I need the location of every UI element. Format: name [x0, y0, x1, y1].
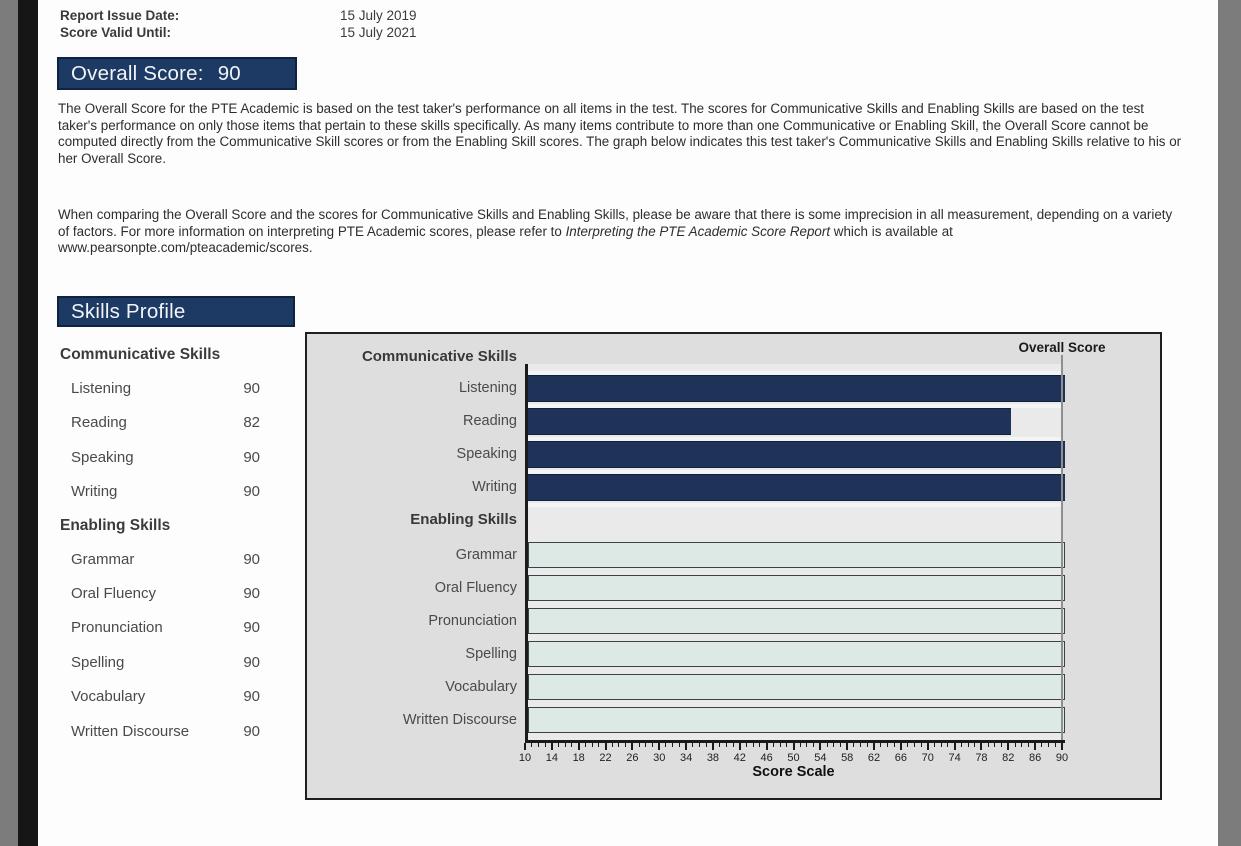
x-axis-minor-tick: [780, 743, 781, 747]
x-axis-minor-tick: [531, 743, 532, 747]
chart-category-label: Reading: [462, 413, 517, 429]
x-axis-tick-label: 66: [894, 752, 908, 764]
skill-row: [60, 407, 272, 441]
page-edge-right-gray: [1218, 0, 1241, 846]
x-axis-minor-tick: [1021, 743, 1022, 747]
x-axis-tick-label: 10: [518, 752, 532, 764]
x-axis-minor-tick: [1055, 743, 1056, 747]
x-axis-minor-tick: [860, 743, 861, 747]
x-axis-minor-tick: [840, 743, 841, 747]
x-axis-minor-tick: [974, 743, 975, 747]
x-axis-major-tick: [578, 743, 580, 750]
x-axis-minor-tick: [827, 743, 828, 747]
x-axis-minor-tick: [565, 743, 566, 747]
x-axis-major-tick: [819, 743, 821, 750]
skill-score: 82: [243, 414, 260, 432]
x-axis-minor-tick: [665, 743, 666, 747]
chart-category-label: Grammar: [455, 547, 517, 563]
skill-row: [60, 647, 272, 681]
x-axis-major-tick: [658, 743, 660, 750]
skill-score: 90: [243, 653, 260, 671]
x-axis-minor-tick: [853, 743, 854, 747]
x-axis-minor-tick: [867, 743, 868, 747]
chart-category-label: Vocabulary: [445, 679, 517, 695]
bar-pronunciation: [528, 608, 1065, 634]
x-axis-tick-label: 22: [599, 752, 612, 764]
skill-row: [60, 476, 272, 510]
skill-name: Spelling: [71, 653, 125, 671]
note-lead: When comparing the Overall Score and the scores for Communicative Skills and Enabling Skills, please be aware that there is some imprecision in all measurement, depending on a variety of factors. For more information on interpreting PTE Academic scores, please refer to: [58, 207, 1173, 239]
x-axis-minor-tick: [914, 743, 915, 747]
x-axis-tick-label: 46: [760, 752, 773, 764]
x-axis-title: Score Scale: [752, 764, 835, 780]
x-axis-major-tick: [1007, 743, 1009, 750]
x-axis-minor-tick: [907, 743, 908, 747]
skill-score: 90: [243, 688, 260, 706]
skill-name: Grammar: [71, 550, 135, 568]
skill-row: [60, 681, 272, 715]
x-axis-minor-tick: [1001, 743, 1002, 747]
x-axis-minor-tick: [679, 743, 680, 747]
skills-group-header: Enabling Skills: [60, 516, 171, 534]
skills-profile-banner: [57, 296, 295, 327]
x-axis-major-tick: [712, 743, 714, 750]
x-axis-minor-tick: [806, 743, 807, 747]
skill-score: 90: [243, 722, 260, 740]
x-axis-tick-label: 54: [814, 752, 827, 764]
x-axis-tick-label: 38: [706, 752, 720, 764]
skill-row: [60, 544, 272, 578]
x-axis-major-tick: [685, 743, 687, 750]
chart-category-label: Oral Fluency: [434, 580, 517, 596]
x-axis-minor-tick: [994, 743, 995, 747]
x-axis-minor-tick: [726, 743, 727, 747]
x-axis-tick-label: 58: [841, 752, 854, 764]
chart-plot-area: [525, 364, 1062, 740]
x-axis-minor-tick: [571, 743, 572, 747]
chart-group-header-enabling: Enabling Skills: [410, 511, 517, 528]
x-axis-minor-tick: [692, 743, 693, 747]
x-axis-minor-tick: [1041, 743, 1042, 747]
x-axis-major-tick: [739, 743, 741, 750]
chart-group-header-communicative: Communicative Skills: [361, 348, 517, 365]
x-axis-major-tick: [954, 743, 956, 750]
x-axis-minor-tick: [585, 743, 586, 747]
x-axis-minor-tick: [968, 743, 969, 747]
x-axis-tick-label: 30: [653, 752, 666, 764]
bar-oral-fluency: [528, 575, 1065, 601]
x-axis-minor-tick: [941, 743, 942, 747]
x-axis-tick-label: 90: [1055, 752, 1069, 764]
x-axis-major-tick: [631, 743, 633, 750]
skill-name: Pronunciation: [71, 619, 163, 637]
page-edge-left-gray: [0, 0, 18, 846]
x-axis-minor-tick: [961, 743, 962, 747]
x-axis-minor-tick: [833, 743, 834, 747]
x-axis-minor-tick: [645, 743, 646, 747]
note-doc-title: Interpreting the PTE Academic Score Report: [565, 223, 831, 239]
x-axis-major-tick: [551, 743, 553, 750]
issue-date-value: 15 July 2019: [340, 8, 417, 23]
note-tail: which is available at www.pearsonpte.com/pteacademic/scores.: [58, 223, 953, 256]
x-axis-major-tick: [766, 743, 768, 750]
skill-score: 90: [243, 619, 260, 637]
x-axis-minor-tick: [625, 743, 626, 747]
x-axis-minor-tick: [880, 743, 881, 747]
x-axis-major-tick: [900, 743, 902, 750]
chart-category-label: Writing: [472, 479, 517, 495]
x-axis-minor-tick: [813, 743, 814, 747]
skill-name: Oral Fluency: [71, 584, 157, 602]
chart-category-label: Spelling: [465, 646, 517, 662]
x-axis-minor-tick: [753, 743, 754, 747]
x-axis-minor-tick: [1015, 743, 1016, 747]
x-axis-major-tick: [980, 743, 982, 750]
chart-category-label: Pronunciation: [428, 613, 517, 629]
x-axis-minor-tick: [800, 743, 801, 747]
chart-category-label: Listening: [458, 380, 517, 396]
x-axis-minor-tick: [558, 743, 559, 747]
x-axis-minor-tick: [887, 743, 888, 747]
valid-date-label: Score Valid Until:: [60, 25, 172, 40]
x-axis-minor-tick: [786, 743, 787, 747]
x-axis-minor-tick: [773, 743, 774, 747]
overall-score-value: 90: [217, 61, 241, 85]
x-axis-minor-tick: [1048, 743, 1049, 747]
x-axis-major-tick: [927, 743, 929, 750]
x-axis-minor-tick: [652, 743, 653, 747]
skill-score: 90: [243, 483, 260, 501]
x-axis-major-tick: [605, 743, 607, 750]
bar-listening: [528, 375, 1065, 402]
x-axis-minor-tick: [746, 743, 747, 747]
x-axis-tick-label: 42: [733, 752, 746, 764]
skill-row: [60, 578, 272, 612]
bar-spelling: [528, 641, 1065, 667]
x-axis-minor-tick: [947, 743, 948, 747]
skill-score: 90: [243, 550, 260, 568]
bar-grammar: [528, 542, 1065, 568]
x-axis-tick-label: 82: [1002, 752, 1015, 764]
issue-date-row: [60, 7, 417, 24]
x-axis-minor-tick: [706, 743, 707, 747]
bar-vocabulary: [528, 674, 1065, 700]
skill-score: 90: [243, 380, 260, 397]
bar-reading: [528, 408, 1011, 435]
x-axis-tick-label: 26: [626, 752, 639, 764]
x-axis-tick-label: 86: [1029, 752, 1042, 764]
x-axis-minor-tick: [988, 743, 989, 747]
bar-written-discourse: [528, 707, 1065, 733]
x-axis-minor-tick: [719, 743, 720, 747]
x-axis-minor-tick: [921, 743, 922, 747]
skill-score: 90: [243, 584, 260, 602]
skill-name: Speaking: [71, 448, 134, 466]
x-axis-minor-tick: [538, 743, 539, 747]
valid-date-row: [60, 24, 417, 41]
chart-category-label: Speaking: [456, 446, 517, 462]
skill-name: Vocabulary: [71, 688, 146, 706]
row-separator: [528, 503, 1062, 507]
issue-date-label: Report Issue Date:: [60, 8, 180, 23]
skill-name: Written Discourse: [71, 722, 190, 740]
x-axis-tick-label: 50: [787, 752, 800, 764]
x-axis-minor-tick: [759, 743, 760, 747]
x-axis-major-tick: [873, 743, 875, 750]
skill-name: Reading: [71, 414, 127, 432]
x-axis-tick-label: 62: [867, 752, 881, 764]
x-axis-tick-label: 70: [921, 752, 934, 764]
report-dates: [60, 7, 417, 41]
x-axis-tick-label: 78: [975, 752, 988, 764]
skills-group-header: Communicative Skills: [60, 346, 221, 363]
x-axis-minor-tick: [672, 743, 673, 747]
x-axis-tick-label: 18: [572, 752, 585, 764]
x-axis-tick-label: 34: [679, 752, 693, 764]
page-edge-left-black: [18, 0, 38, 846]
skills-profile-list: [60, 340, 272, 750]
x-axis-minor-tick: [545, 743, 546, 747]
x-axis-major-tick: [1061, 743, 1063, 750]
x-axis-minor-tick: [934, 743, 935, 747]
x-axis-minor-tick: [699, 743, 700, 747]
overall-score-reference-line: [1061, 355, 1063, 740]
overall-score-reference-label: Overall Score: [1018, 340, 1106, 355]
skill-row: [60, 442, 272, 476]
x-axis-minor-tick: [618, 743, 619, 747]
x-axis-major-tick: [524, 743, 526, 750]
score-comparison-note: [58, 207, 1183, 257]
skills-profile-label: Skills Profile: [71, 299, 186, 323]
bar-writing: [528, 474, 1065, 501]
overall-score-description: The Overall Score for the PTE Academic is based on the test taker's performance on all items in the test. The scores for Communicative Skills and Enabling Skills are based on the test taker's performance on only those items that pertain to these skills specifically. As many items contribute to more than one Communicative or Enabling Skill, the Overall Score cannot be computed directly from the Communicative Skill scores or from the Enabling Skill scores. The graph below indicates this test taker's Communicative Skills and Enabling Skills relative to his or her Overall Score.: [58, 101, 1182, 166]
x-axis-minor-tick: [639, 743, 640, 747]
skill-name: Listening: [71, 380, 132, 397]
skills-bar-chart: [305, 332, 1162, 800]
x-axis-minor-tick: [733, 743, 734, 747]
x-axis-minor-tick: [598, 743, 599, 747]
skill-row: [60, 612, 272, 646]
x-axis-major-tick: [793, 743, 795, 750]
x-axis-minor-tick: [1028, 743, 1029, 747]
skill-score: 90: [243, 448, 260, 466]
skill-name: Writing: [71, 483, 118, 501]
x-axis-major-tick: [846, 743, 848, 750]
overall-score-banner: [57, 57, 297, 90]
skill-row: [60, 716, 272, 750]
valid-date-value: 15 July 2021: [340, 25, 417, 40]
overall-score-label: Overall Score:: [71, 61, 204, 85]
x-axis-minor-tick: [612, 743, 613, 747]
skill-row: [60, 373, 272, 407]
x-axis-tick-label: 14: [545, 752, 558, 764]
chart-category-label: Written Discourse: [402, 712, 517, 728]
x-axis-major-tick: [1034, 743, 1036, 750]
x-axis-minor-tick: [592, 743, 593, 747]
x-axis-minor-tick: [894, 743, 895, 747]
x-axis-tick-label: 74: [948, 752, 961, 764]
bar-speaking: [528, 441, 1065, 468]
